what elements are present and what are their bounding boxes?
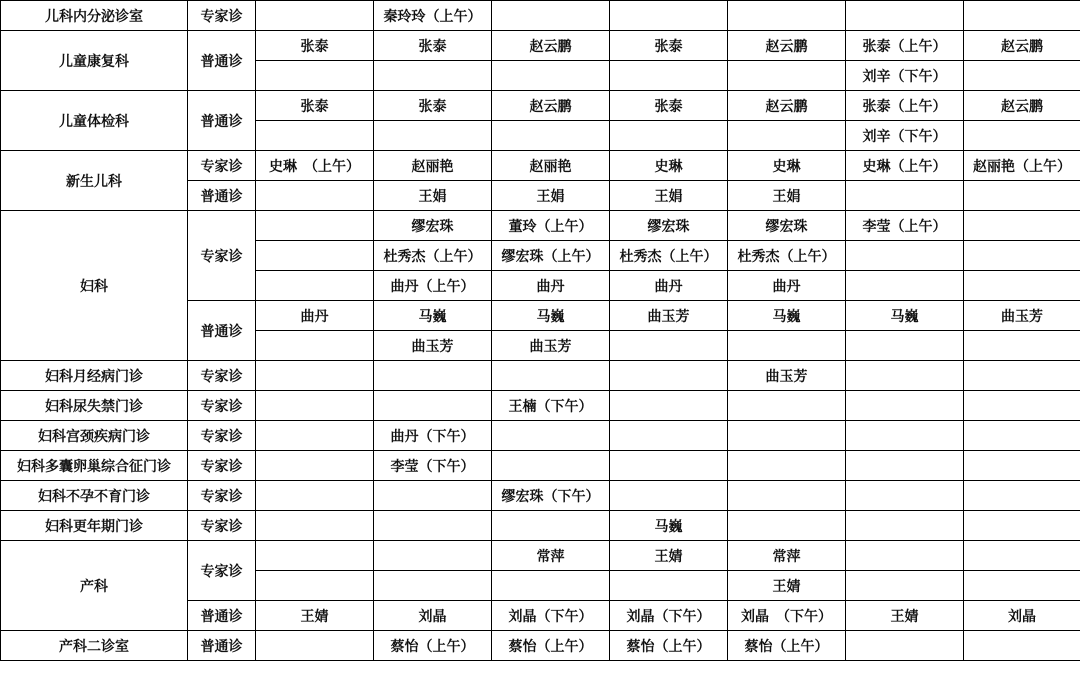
schedule-cell [610,571,728,601]
clinic-type: 专家诊 [188,451,256,481]
schedule-cell [374,541,492,571]
table-row [1,451,1080,481]
schedule-cell [964,571,1080,601]
schedule-cell [610,121,728,151]
schedule-cell [964,541,1080,571]
schedule-cell [728,391,846,421]
schedule-cell: 刘辛（下午） [846,121,964,151]
schedule-cell [846,391,964,421]
department-name: 儿科内分泌诊室 [1,1,188,31]
schedule-cell: 张泰（上午） [846,91,964,121]
schedule-cell [374,571,492,601]
department-name: 妇科 [1,211,188,361]
schedule-cell: 赵云鹏 [728,31,846,61]
schedule-cell [256,391,374,421]
schedule-cell: 史琳 [610,151,728,181]
schedule-cell: 马巍 [728,301,846,331]
schedule-cell: 杜秀杰（上午） [374,241,492,271]
schedule-cell [610,61,728,91]
schedule-cell [492,361,610,391]
schedule-cell: 刘晶 （下午） [728,601,846,631]
table-row [1,481,1080,511]
department-name: 儿童康复科 [1,31,188,91]
schedule-cell: 王楠（下午） [492,391,610,421]
department-name: 妇科月经病门诊 [1,361,188,391]
schedule-cell [846,481,964,511]
schedule-cell [492,121,610,151]
clinic-type: 普通诊 [188,301,256,361]
schedule-cell: 张泰 [256,91,374,121]
schedule-cell: 刘晶 [964,601,1080,631]
schedule-cell [846,451,964,481]
schedule-cell: 张泰 [610,91,728,121]
schedule-cell [964,391,1080,421]
schedule-cell: 曲丹 [728,271,846,301]
schedule-cell: 缪宏珠 [610,211,728,241]
clinic-type: 专家诊 [188,391,256,421]
table-row [1,511,1080,541]
schedule-cell: 秦玲玲（上午） [374,1,492,31]
clinic-type: 普通诊 [188,91,256,151]
schedule-cell [846,241,964,271]
schedule-cell: 赵云鹏 [964,31,1080,61]
schedule-cell: 曲丹 [610,271,728,301]
schedule-cell [610,451,728,481]
table-row [1,1,1080,31]
schedule-cell [256,451,374,481]
schedule-cell [610,331,728,361]
table-row [1,211,1080,241]
schedule-cell [610,361,728,391]
department-name: 儿童体检科 [1,91,188,151]
clinic-type: 专家诊 [188,151,256,181]
schedule-cell [256,631,374,661]
schedule-cell [846,361,964,391]
schedule-cell: 曲丹（下午） [374,421,492,451]
schedule-cell [256,211,374,241]
table-row [1,31,1080,61]
schedule-cell: 张泰 [374,91,492,121]
schedule-cell [728,481,846,511]
department-name: 妇科多囊卵巢综合征门诊 [1,451,188,481]
schedule-cell [256,481,374,511]
schedule-cell [256,361,374,391]
schedule-cell [964,181,1080,211]
schedule-cell: 蔡怡（上午） [610,631,728,661]
table-row [1,421,1080,451]
schedule-cell: 赵云鹏 [492,31,610,61]
clinic-type: 普通诊 [188,181,256,211]
clinic-type: 专家诊 [188,511,256,541]
schedule-cell: 赵云鹏 [728,91,846,121]
clinic-type: 普通诊 [188,31,256,91]
schedule-cell [728,331,846,361]
schedule-cell [728,511,846,541]
schedule-cell [492,1,610,31]
schedule-cell [728,421,846,451]
schedule-cell [964,61,1080,91]
schedule-cell [846,181,964,211]
schedule-cell: 王娟 [492,181,610,211]
schedule-cell [610,1,728,31]
schedule-cell [492,451,610,481]
schedule-cell: 马巍 [846,301,964,331]
schedule-cell [610,481,728,511]
schedule-cell [728,451,846,481]
department-name: 妇科尿失禁门诊 [1,391,188,421]
schedule-cell: 赵云鹏 [492,91,610,121]
department-name: 产科二诊室 [1,631,188,661]
schedule-cell [256,241,374,271]
schedule-cell: 张泰 [374,31,492,61]
schedule-cell: 史琳（上午） [846,151,964,181]
schedule-cell: 马巍 [374,301,492,331]
schedule-cell: 曲丹（上午） [374,271,492,301]
department-name: 产科 [1,541,188,631]
schedule-cell [964,331,1080,361]
schedule-cell [256,181,374,211]
schedule-cell [964,361,1080,391]
schedule-cell: 张泰 [256,31,374,61]
clinic-type: 专家诊 [188,361,256,391]
schedule-cell [964,421,1080,451]
schedule-cell [964,121,1080,151]
schedule-cell [610,391,728,421]
schedule-cell [492,421,610,451]
schedule-cell [610,421,728,451]
schedule-cell [964,211,1080,241]
schedule-cell: 史琳 [728,151,846,181]
schedule-cell [964,1,1080,31]
schedule-cell: 曲玉芳 [728,361,846,391]
schedule-cell [964,481,1080,511]
schedule-cell: 曲玉芳 [610,301,728,331]
clinic-type: 普通诊 [188,631,256,661]
schedule-cell [256,511,374,541]
schedule-cell: 王婧 [846,601,964,631]
schedule-cell [846,271,964,301]
schedule-cell: 王婧 [256,601,374,631]
schedule-cell: 刘晶（下午） [610,601,728,631]
schedule-cell: 曲丹 [492,271,610,301]
schedule-cell [256,331,374,361]
schedule-cell [846,541,964,571]
schedule-cell [256,1,374,31]
schedule-cell: 王娟 [728,181,846,211]
schedule-cell: 赵丽艳（上午） [964,151,1080,181]
schedule-cell [728,61,846,91]
table-row [1,151,1080,181]
schedule-cell [964,631,1080,661]
schedule-cell [374,361,492,391]
schedule-cell [492,571,610,601]
schedule-cell: 马巍 [610,511,728,541]
schedule-cell: 刘辛（下午） [846,61,964,91]
schedule-cell [964,451,1080,481]
schedule-cell [256,421,374,451]
schedule-cell: 赵云鹏 [964,91,1080,121]
clinic-type: 专家诊 [188,1,256,31]
schedule-cell: 缪宏珠 [374,211,492,241]
schedule-cell [964,511,1080,541]
schedule-cell: 赵丽艳 [374,151,492,181]
schedule-cell: 蔡怡（上午） [374,631,492,661]
schedule-cell [374,481,492,511]
schedule-cell: 缪宏珠 [728,211,846,241]
schedule-cell: 杜秀杰（上午） [728,241,846,271]
clinic-type: 专家诊 [188,481,256,511]
schedule-cell: 曲玉芳 [374,331,492,361]
schedule-cell: 李莹（下午） [374,451,492,481]
schedule-cell [256,271,374,301]
schedule-cell: 曲丹 [256,301,374,331]
department-name: 妇科宫颈疾病门诊 [1,421,188,451]
schedule-cell: 蔡怡（上午） [492,631,610,661]
schedule-cell: 常萍 [492,541,610,571]
clinic-type: 普通诊 [188,601,256,631]
table-row [1,541,1080,571]
schedule-cell [256,541,374,571]
schedule-cell: 杜秀杰（上午） [610,241,728,271]
schedule-cell: 张泰 [610,31,728,61]
schedule-cell [374,391,492,421]
schedule-cell: 张泰（上午） [846,31,964,61]
schedule-cell: 李莹（上午） [846,211,964,241]
table-row [1,631,1080,661]
table-row [1,391,1080,421]
schedule-cell [846,631,964,661]
schedule-cell: 缪宏珠（上午） [492,241,610,271]
clinic-type: 专家诊 [188,211,256,301]
schedule-cell: 常萍 [728,541,846,571]
schedule-cell: 董玲（上午） [492,211,610,241]
clinic-type: 专家诊 [188,541,256,601]
schedule-cell: 赵丽艳 [492,151,610,181]
schedule-cell [256,571,374,601]
schedule-cell [846,421,964,451]
schedule-cell [256,121,374,151]
department-name: 妇科更年期门诊 [1,511,188,541]
schedule-cell [374,511,492,541]
schedule-cell [846,511,964,541]
schedule-cell [846,571,964,601]
schedule-cell [728,121,846,151]
schedule-cell: 王娟 [610,181,728,211]
schedule-cell: 王婧 [728,571,846,601]
table-row [1,361,1080,391]
schedule-cell [374,61,492,91]
schedule-cell [374,121,492,151]
schedule-cell: 曲玉芳 [964,301,1080,331]
schedule-cell: 刘晶 [374,601,492,631]
table-row [1,91,1080,121]
department-name: 新生儿科 [1,151,188,211]
department-name: 妇科不孕不育门诊 [1,481,188,511]
schedule-cell [728,1,846,31]
schedule-cell: 王娟 [374,181,492,211]
schedule-cell: 蔡怡（上午） [728,631,846,661]
schedule-cell [492,511,610,541]
schedule-cell [256,61,374,91]
schedule-cell: 王婧 [610,541,728,571]
clinic-type: 专家诊 [188,421,256,451]
schedule-cell: 马巍 [492,301,610,331]
schedule-cell: 史琳 （上午） [256,151,374,181]
schedule-cell [964,271,1080,301]
schedule-cell [846,1,964,31]
schedule-cell [846,331,964,361]
schedule-cell [964,241,1080,271]
schedule-cell: 缪宏珠（下午） [492,481,610,511]
schedule-cell [492,61,610,91]
schedule-cell: 曲玉芳 [492,331,610,361]
schedule-cell: 刘晶（下午） [492,601,610,631]
